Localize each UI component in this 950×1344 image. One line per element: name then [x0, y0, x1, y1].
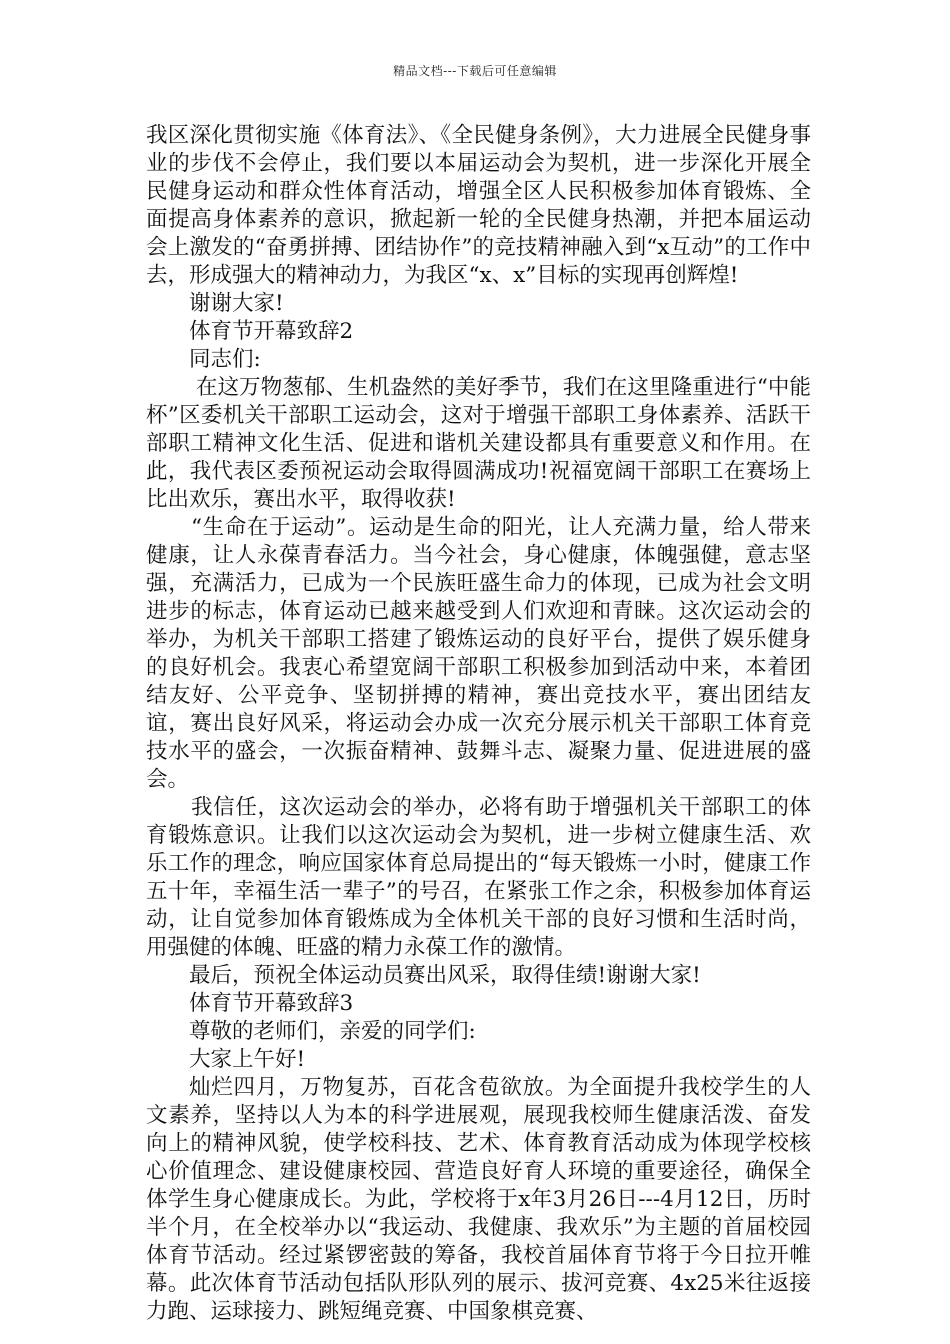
- section-title-speech-2: 体育节开幕致辞2: [189, 319, 354, 344]
- paragraph-thanks: 谢谢大家!: [189, 291, 284, 316]
- page-header: 精品文档---下载后可任意编辑: [393, 64, 557, 78]
- paragraph-closing-remarks: 我区深化贯彻实施《体育法》、《全民健身条例》，大力进展全民健身事业的步伐不会停止，我们要以本届运动会为契机，进一步深化开展全民健身运动和群众性体育活动，增强全区人民积极参加体育锻炼、全面提高身体素养的意识，掀起新一轮的全民健身热潮，并把本届运动会上激发的“奋勇拼搏、团结协作”的竞技精神融入到“x互动”的工作中去，形成强大的精神动力，为我区“x、x”目标的实现再创辉煌!: [146, 123, 811, 288]
- paragraph-opening: 在这万物葱郁、生机盎然的美好季节，我们在这里隆重进行“中能杯”区委机关干部职工运动会，这对于增强干部职工身体素养、活跃干部职工精神文化生活、促进和谐机关建设都具有重要意义和作用。在此，我代表区委预祝运动会取得圆满成功!祝福宽阔干部职工在赛场上比出欢乐，赛出水平，取得收获!: [146, 375, 811, 512]
- section-title-speech-3: 体育节开幕致辞3: [189, 991, 354, 1016]
- salutation-teachers-students: 尊敬的老师们，亲爱的同学们:: [189, 1019, 476, 1044]
- document-body: [146, 122, 811, 1326]
- paragraph-life-in-motion: “生命在于运动”。运动是生命的阳光，让人充满力量，给人带来健康，让人永葆青春活力。当今社会，身心健康，体魄强健，意志坚强，充满活力，已成为一个民族旺盛生命力的体现，已成为社会文明进步的标志，体育运动已越来越受到人们欢迎和青睐。这次运动会的举办，为机关干部职工搭建了锻炼运动的良好平台，提供了娱乐健身的良好机会。我衷心希望宽阔干部职工积极参加到活动中来，本着团结友好、公平竞争、坚韧拼搏的精神，赛出竞技水平，赛出团结友谊，赛出良好风采，将运动会办成一次充分展示机关干部职工体育竞技水平的盛会，一次振奋精神、鼓舞斗志、凝聚力量、促进进展的盛会。: [146, 515, 811, 792]
- paragraph-april: 灿烂四月，万物复苏，百花含苞欲放。为全面提升我校学生的人文素养，坚持以人为本的科学进展观，展现我校师生健康活泼、奋发向上的精神风貌，使学校科技、艺术、体育教育活动成为体现学校核心价值理念、建设健康校园、营造良好育人环境的重要途径，确保全体学生身心健康成长。为此，学校将于x年3月26日---4月12日，历时半个月，在全校举办以“我运动、我健康、我欢乐”为主题的首届校园体育节活动。经过紧锣密鼓的筹备，我校首届体育节将于今日拉开帷幕。此次体育节活动包括队形队列的展示、拔河竞赛、4x25米往返接力跑、运球接力、跳短绳竞赛、中国象棋竞赛、: [146, 1075, 811, 1324]
- paragraph-belief: 我信任，这次运动会的举办，必将有助于增强机关干部职工的体育锻炼意识。让我们以这次运动会为契机，进一步树立健康生活、欢乐工作的理念，响应国家体育总局提出的“每天锻炼一小时，健康工作五十年，幸福生活一辈子”的号召，在紧张工作之余，积极参加体育运动，让自觉参加体育锻炼成为全体机关干部的良好习惯和生活时尚，用强健的体魄、旺盛的精力永葆工作的激情。: [146, 795, 811, 960]
- greeting-good-morning: 大家上午好!: [189, 1047, 306, 1072]
- salutation-comrades: 同志们:: [189, 347, 261, 372]
- paragraph-finally: 最后，预祝全体运动员赛出风采，取得佳绩!谢谢大家!: [189, 963, 701, 988]
